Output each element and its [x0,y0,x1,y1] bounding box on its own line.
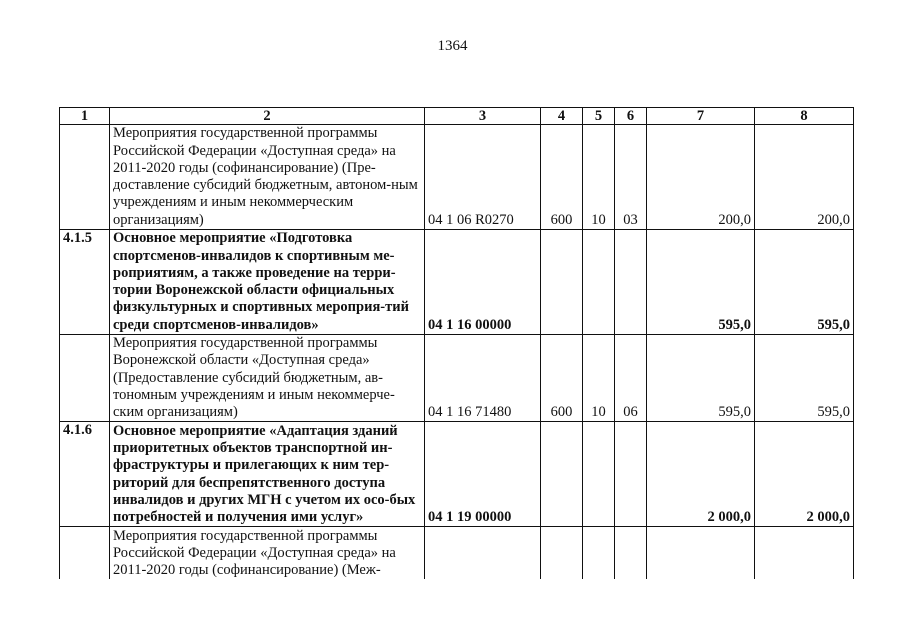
row-col-4 [541,527,583,580]
row-budget-code: 04 1 19 00000 [425,422,541,527]
row-col-5 [583,422,615,527]
row-budget-code [425,527,541,580]
row-number [60,335,110,422]
row-col-4: 600 [541,125,583,230]
row-col-6 [615,230,647,335]
row-col-5 [583,230,615,335]
header-col-7: 7 [647,108,755,125]
table-row [60,230,854,335]
row-budget-code: 04 1 16 00000 [425,230,541,335]
row-description: Основное мероприятие «Подготовка спортсменов-инвалидов к спортивным ме-роприятиям, а также проведение на терри-тории Воронежской области официальных физкультурных и спортивных мероприя-тий среди спортсменов-инвалидов» [110,230,425,335]
row-number: 4.1.5 [60,230,110,335]
row-amount-8: 200,0 [755,125,854,230]
row-amount-7: 200,0 [647,125,755,230]
table-row [60,527,854,580]
row-amount-7: 595,0 [647,230,755,335]
row-col-4: 600 [541,335,583,422]
row-amount-8: 595,0 [755,230,854,335]
row-col-5 [583,527,615,580]
row-budget-code: 04 1 16 71480 [425,335,541,422]
row-col-6: 03 [615,125,647,230]
header-col-6: 6 [615,108,647,125]
row-amount-7: 2 000,0 [647,422,755,527]
header-col-1: 1 [60,108,110,125]
row-amount-7 [647,527,755,580]
row-description: Основное мероприятие «Адаптация зданий приоритетных объектов транспортной ин-фраструктуры и прилегающих к ним тер-риторий для беспрепятственного доступа инвалидов и других МГН с учетом их осо-бых потребностей и получения ими услуг» [110,422,425,527]
page-number: 1364 [437,38,468,54]
row-col-4 [541,422,583,527]
row-col-5: 10 [583,335,615,422]
row-amount-8 [755,527,854,580]
row-col-4 [541,230,583,335]
row-amount-7: 595,0 [647,335,755,422]
table-row [60,422,854,527]
header-col-2: 2 [110,108,425,125]
header-col-3: 3 [425,108,541,125]
row-col-6 [615,527,647,580]
row-number [60,125,110,230]
table-row [60,125,854,230]
header-col-5: 5 [583,108,615,125]
header-row [60,108,854,125]
row-budget-code: 04 1 06 R0270 [425,125,541,230]
budget-table [59,107,854,579]
row-number: 4.1.6 [60,422,110,527]
row-amount-8: 2 000,0 [755,422,854,527]
table-row [60,335,854,422]
row-col-5: 10 [583,125,615,230]
row-description: Мероприятия государственной программы Воронежской области «Доступная среда» (Предоставление субсидий бюджетным, ав-тономным учреждениям и иным некоммерче-ским организациям) [110,335,425,422]
row-description: Мероприятия государственной программы Российской Федерации «Доступная среда» на 2011-2020 годы (софинансирование) (Меж- [110,527,425,580]
header-col-4: 4 [541,108,583,125]
row-number [60,527,110,580]
row-description: Мероприятия государственной программы Российской Федерации «Доступная среда» на 2011-2020 годы (софинансирование) (Пре-доставление субсидий бюджетным, автоном-ным учреждениям и иным некоммерческим организациям) [110,125,425,230]
row-amount-8: 595,0 [755,335,854,422]
row-col-6 [615,422,647,527]
row-col-6: 06 [615,335,647,422]
header-col-8: 8 [755,108,854,125]
